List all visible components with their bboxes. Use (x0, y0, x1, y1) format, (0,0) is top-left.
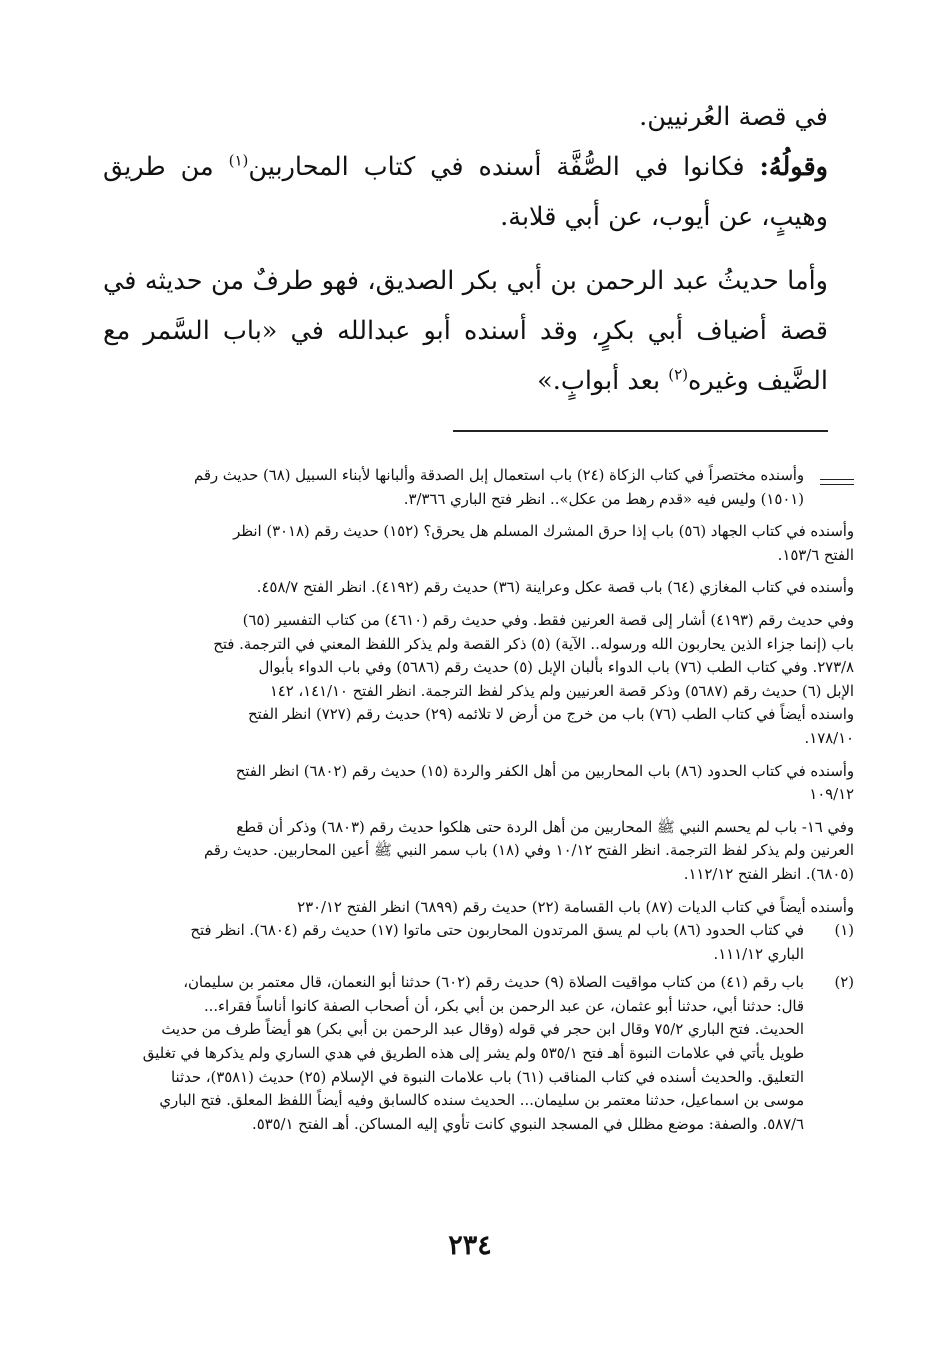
footnote-cont-paragraph: وأسنده في كتاب الجهاد (٥٦) باب إذا حرق المشرك المسلم هل يحرق؟ (١٥٢) حديث رقم (٣٠١٨) انظر الفتح ١٥٣/٦. (233, 523, 854, 564)
footnote-number: (١) (834, 922, 854, 940)
footnote-ref-2: (٢) (668, 365, 689, 384)
main-paragraph-3: وأما حديثُ عبد الرحمن بن أبي بكر الصديق، فهو طرفٌ من حديثه في قصة أضياف أبي بكرٍ، وقد أسنده أبو عبدالله في «باب السَّمر مع الضَّيف وغيره$^{(٢)}$ بعد أبوابٍ.» (103, 266, 828, 396)
footnote-1: (١) في كتاب الحدود (٨٦) باب لم يسق المرتدون المحاربون حتى ماتوا (١٧) حديث رقم (٦٨٠٤). انظر فتح الباري ١١١/١٢. (122, 919, 854, 966)
page-number: ٢٣٤ (448, 1230, 492, 1261)
footnote-ref-1: (١) (228, 151, 249, 170)
footnote-cont-paragraph: وأسنده أيضاً في كتاب الديات (٨٧) باب القسامة (٢٢) حديث رقم (٦٨٩٩) انظر الفتح ٢٣٠/١٢ (297, 898, 854, 916)
footnote-separator (453, 430, 828, 432)
footnote-2: (٢) باب رقم (٤١) من كتاب مواقيت الصلاة (٩) حديث رقم (٦٠٢) حدثنا أبو النعمان، قال معتمر بن سليمان، قال: حدثنا أبي، حدثنا أبو عثمان، عن عبد الرحمن بن أبي بكر، أن أصحاب الصفة كانوا أناساً فقراء... الحديث. فتح الباري ٧٥/٢ وقال ابن حجر في قوله (وقال عبد الرحمن بن أبي بكر) هو أيضاً طرف من حديث طويل يأتي في علامات النبوة أهـ فتح ٥٣٥/١ ولم يشر إلى هذه الطريق في هدي الساري ولم يذكرها في تغليق التعليق. والحديث أسنده في كتاب المناقب (٦١) باب علامات النبوة في الإسلام (٢٥) حديث (٣٥٨١)، حدثنا موسى بن اسماعيل، حدثنا معتمر بن سليمان... الحديث سنده كالسابق وفيه أيضاً اللفظ المعلق. فتح الباري ٥٨٧/٦. والصفة: موضع مظلل في المسجد النبوي كانت تأوي إليه المساكن. أهـ الفتح ٥٣٥/١. (122, 971, 854, 1136)
main-text (103, 92, 828, 406)
footnote-cont-paragraph: وفي ١٦- باب لم يحسم النبي ﷺ المحاربين من أهل الردة حتى هلكوا حديث رقم (٦٨٠٣) وذكر أن قطع العرنين ولم يذكر لفظ الترجمة. انظر الفتح ١٠/١٢ وفي (١٨) باب سمر النبي ﷺ أعين المحاربين. حديث رقم (٦٨٠٥). انظر الفتح ١١٢/١٢. (203, 818, 854, 883)
footnote-cont-paragraph: وأسنده في كتاب الحدود (٨٦) باب المحاربين من أهل الكفر والردة (١٥) حديث رقم (٦٨٠٢) انظر الفتح ١٠٩/١٢ (235, 762, 854, 804)
footnote-cont-paragraph: وأسنده في كتاب المغازي (٦٤) باب قصة عكل وعراينة (٣٦) حديث رقم (٤١٩٢). انظر الفتح ٤٥٨/٧. (256, 579, 854, 597)
footnote-cont-paragraph: وفي حديث رقم (٤١٩٣) أشار إلى قصة العرنين فقط. وفي حديث رقم (٤٦١٠) من كتاب التفسير (٦٥) باب (إنما جزاء الذين يحاربون الله ورسوله.. الآية) (٥) ذكر القصة ولم يذكر اللفظ المعني في الترجمة. فتح ٢٧٣/٨. وفي كتاب الطب (٧٦) باب الدواء بألبان الإبل (٥) حديث رقم (٥٦٨٦) وفي باب الدواء بأبوال الإبل (٦) حديث رقم (٥٦٨٧) وذكر قصة العرنيين ولم يذكر لفظ الترجمة. انظر الفتح ١٤١/١٠، ١٤٢ واسنده أيضاً في كتاب الطب (٧٦) باب من خرج من أرض لا تلائمه (٢٩) حديث رقم (٧٢٧) انظر الفتح ١٧٨/١٠. (213, 611, 854, 747)
footnote-number: (٢) (834, 974, 854, 992)
footnote-cont-paragraph: وأسنده مختصراً في كتاب الزكاة (٢٤) باب استعمال إبل الصدقة وألبانها لأبناء السبيل (٦٨) حديث رقم (١٥٠١) وليس فيه «قدم رهط من عكل».. انظر فتح الباري ٣/٣٦٦. (193, 467, 804, 508)
main-line-1: في قصة العُرنيين. (639, 102, 828, 132)
qawluhu-label: وقولُهُ: (759, 152, 828, 182)
footnotes (122, 464, 854, 1141)
main-paragraph-2: وقولُهُ: فكانوا في الصُّفَّة أسنده في كتاب المحاربين$^{(١)}$ من طريق وهيبٍ، عن أيوب، عن أبي قلابة. (103, 151, 828, 232)
